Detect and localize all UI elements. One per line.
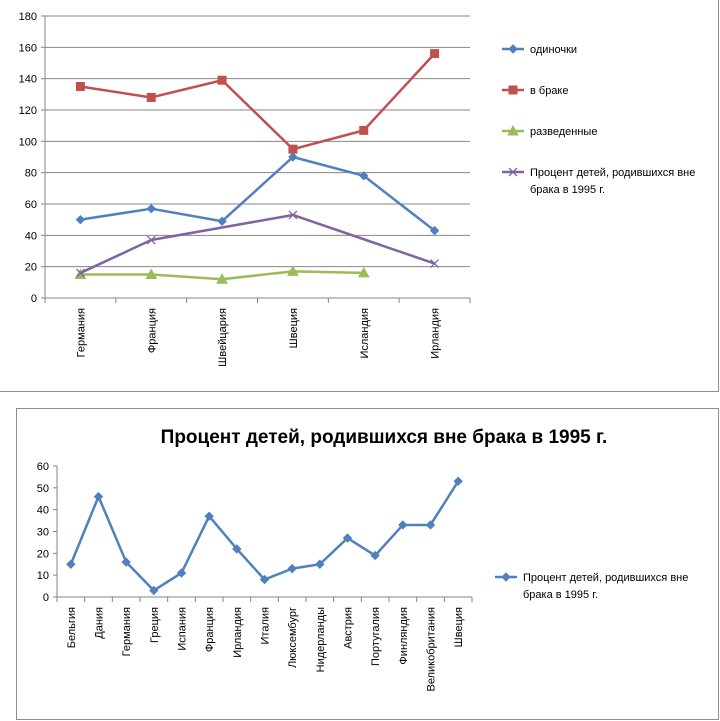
chart2-series-0-line <box>71 481 458 590</box>
chart1-series-0-point <box>147 205 155 213</box>
chart1-ytick-label: 60 <box>24 199 37 211</box>
chart1-ytick-label: 40 <box>24 230 37 243</box>
chart1-xtick-label: Франция <box>146 308 159 354</box>
chart2-xtick-label: Австрия <box>342 607 355 649</box>
chart1-series-0-point <box>76 216 84 224</box>
chart2-xtick-label: Бельгия <box>65 607 78 649</box>
chart1-series-1-line <box>80 54 434 150</box>
chart1-series-1-point <box>147 93 155 101</box>
chart2-ytick-label: 0 <box>42 592 49 604</box>
chart1-ytick-label: 140 <box>18 73 37 86</box>
chart2-xtick-label: Франция <box>204 607 217 653</box>
chart2-xtick-label: Финляндия <box>397 607 410 665</box>
chart2-xtick-label: Великобритания <box>425 607 438 692</box>
chart2-ytick-label: 60 <box>36 461 49 473</box>
chart1-ytick-label: 100 <box>18 136 37 149</box>
chart1-xtick-label: Швейцария <box>217 308 230 367</box>
chart1-xtick-label: Германия <box>75 308 88 358</box>
chart1-series-3-line <box>80 215 434 273</box>
chart2-xtick-label: Люксембург <box>287 607 300 669</box>
chart2-xtick-label: Ирландия <box>231 607 244 658</box>
chart2-legend-0-label: Процент детей, родившихся вне брака в 1995 г. <box>523 572 689 601</box>
chart2-ytick-label: 10 <box>36 570 49 583</box>
chart2-xtick-label: Германия <box>121 607 134 657</box>
chart2-ytick-label: 20 <box>36 548 49 561</box>
chart2-xtick-label: Дания <box>93 607 106 639</box>
chart2-ytick-label: 40 <box>36 504 49 517</box>
chart1-ytick-label: 160 <box>18 42 37 55</box>
chart2-xtick-label: Португалия <box>370 607 383 666</box>
chart1-series-1-point <box>431 50 439 58</box>
chart1-ytick-label: 0 <box>30 293 37 305</box>
chart1-ytick-label: 180 <box>18 11 37 23</box>
chart1-ytick-label: 120 <box>18 105 37 117</box>
chart2-xtick-label: Испания <box>176 607 189 651</box>
chart1-ytick-label: 20 <box>24 261 37 274</box>
chart2-frame <box>16 408 719 720</box>
chart2-ytick-label: 30 <box>36 526 49 539</box>
chart1-legend-0-marker <box>509 45 517 53</box>
chart1-series-1-point <box>289 145 297 153</box>
chart1-legend-2-label: разведенные <box>530 126 598 138</box>
chart2-series-0-point <box>288 565 296 573</box>
chart2-ytick-label: 50 <box>36 482 49 495</box>
chart2-series-0-point <box>95 493 103 501</box>
chart1-legend-3-label: Процент детей, родившихся вне брака в 1995 г. <box>530 167 696 196</box>
chart1-series-1-point <box>360 126 368 134</box>
chart1-series-1-point <box>76 83 84 91</box>
chart2-series-0-point <box>67 560 75 568</box>
chart1-legend-0-label: одиночки <box>530 44 578 56</box>
chart1-xtick-label: Ирландия <box>429 308 442 359</box>
chart1-xtick-label: Швеция <box>287 308 300 349</box>
chart1-xtick-label: Исландия <box>358 308 371 359</box>
chart2-svg <box>17 409 720 721</box>
chart1-series-1-point <box>218 76 226 84</box>
chart2-xtick-label: Швеция <box>453 607 466 648</box>
chart1-legend-1-marker <box>509 86 517 94</box>
chart1-legend-1-label: в браке <box>530 85 569 97</box>
chart1-series-0-line <box>80 157 434 231</box>
chart2-xtick-label: Греция <box>148 607 161 643</box>
chart1-ytick-label: 80 <box>24 167 37 180</box>
chart2-title: Процент детей, родившихся вне брака в 1995 г. <box>160 427 608 448</box>
chart2-legend-0-marker <box>502 573 510 581</box>
chart2-xtick-label: Италия <box>259 607 272 645</box>
chart2-xtick-label: Нидерланды <box>314 607 327 673</box>
